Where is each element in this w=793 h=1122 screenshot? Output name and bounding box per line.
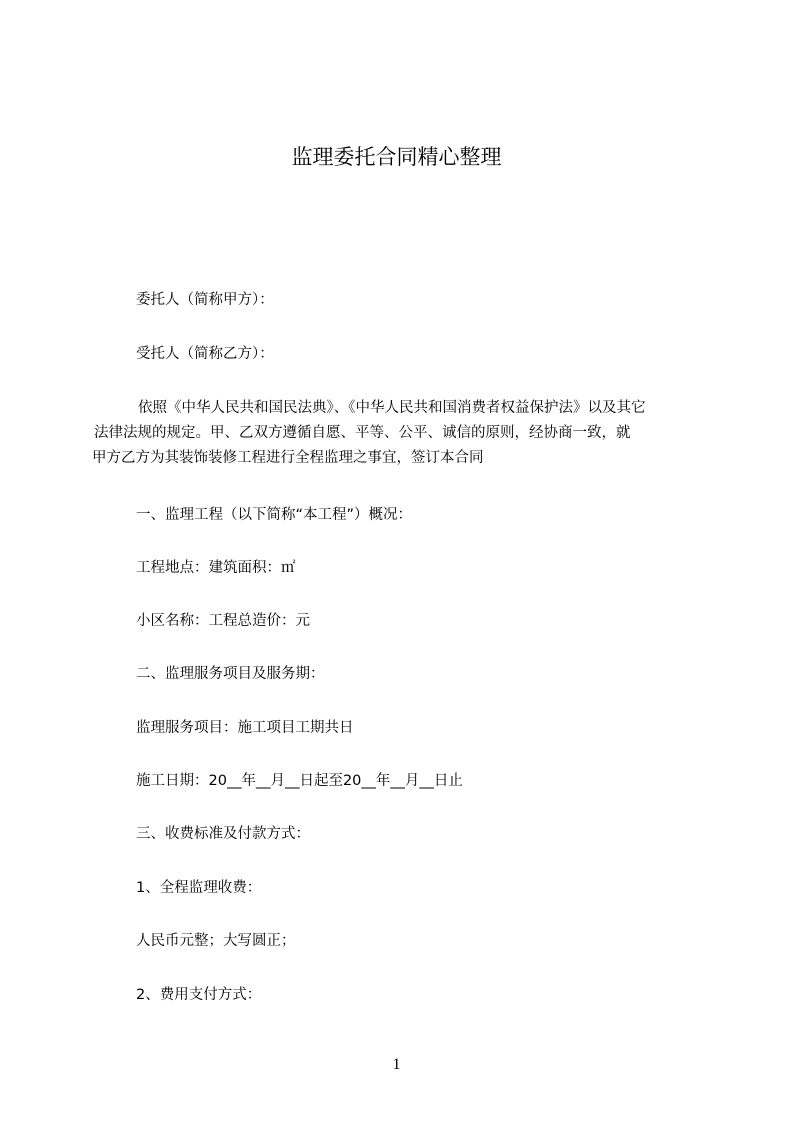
section-1-heading: 一、监理工程（以下简称“本工程”）概况： (136, 507, 413, 523)
section-3-heading: 三、收费标准及付款方式： (136, 826, 310, 842)
document-title: 监理委托合同精心整理 (291, 145, 502, 169)
service-items-line: 监理服务项目：施工项目工期共日 (136, 720, 354, 736)
construction-dates-line: 施工日期：20__年__月__日起至20__年__月__日止 (136, 773, 463, 789)
intro-line-2: 法律法规的规定。甲、乙双方遵循自愿、平等、公平、诚信的原则，经协商一致，就 (94, 425, 631, 441)
page-number: 1 (392, 1056, 401, 1073)
section-2-heading: 二、监理服务项目及服务期： (136, 666, 325, 682)
rmb-amount-line: 人民币元整；大写圆正； (136, 933, 296, 949)
project-location-line: 工程地点：建筑面积：㎡ (136, 560, 296, 576)
community-line: 小区名称：工程总造价：元 (136, 613, 310, 629)
client-line: 委托人（简称甲方）： (136, 292, 274, 308)
item-1-line: 1、全程监理收费： (136, 880, 262, 896)
intro-line-1: 依照《中华人民共和国民法典》、《中华人民共和国消费者权益保护法》以及其它 (138, 400, 646, 416)
intro-paragraph (92, 396, 712, 471)
item-2-line: 2、费用支付方式： (136, 987, 262, 1003)
contractor-line: 受托人（简称乙方）： (136, 346, 274, 362)
intro-line-3: 甲方乙方为其装饰装修工程进行全程监理之事宜，签订本合同 (92, 450, 484, 466)
